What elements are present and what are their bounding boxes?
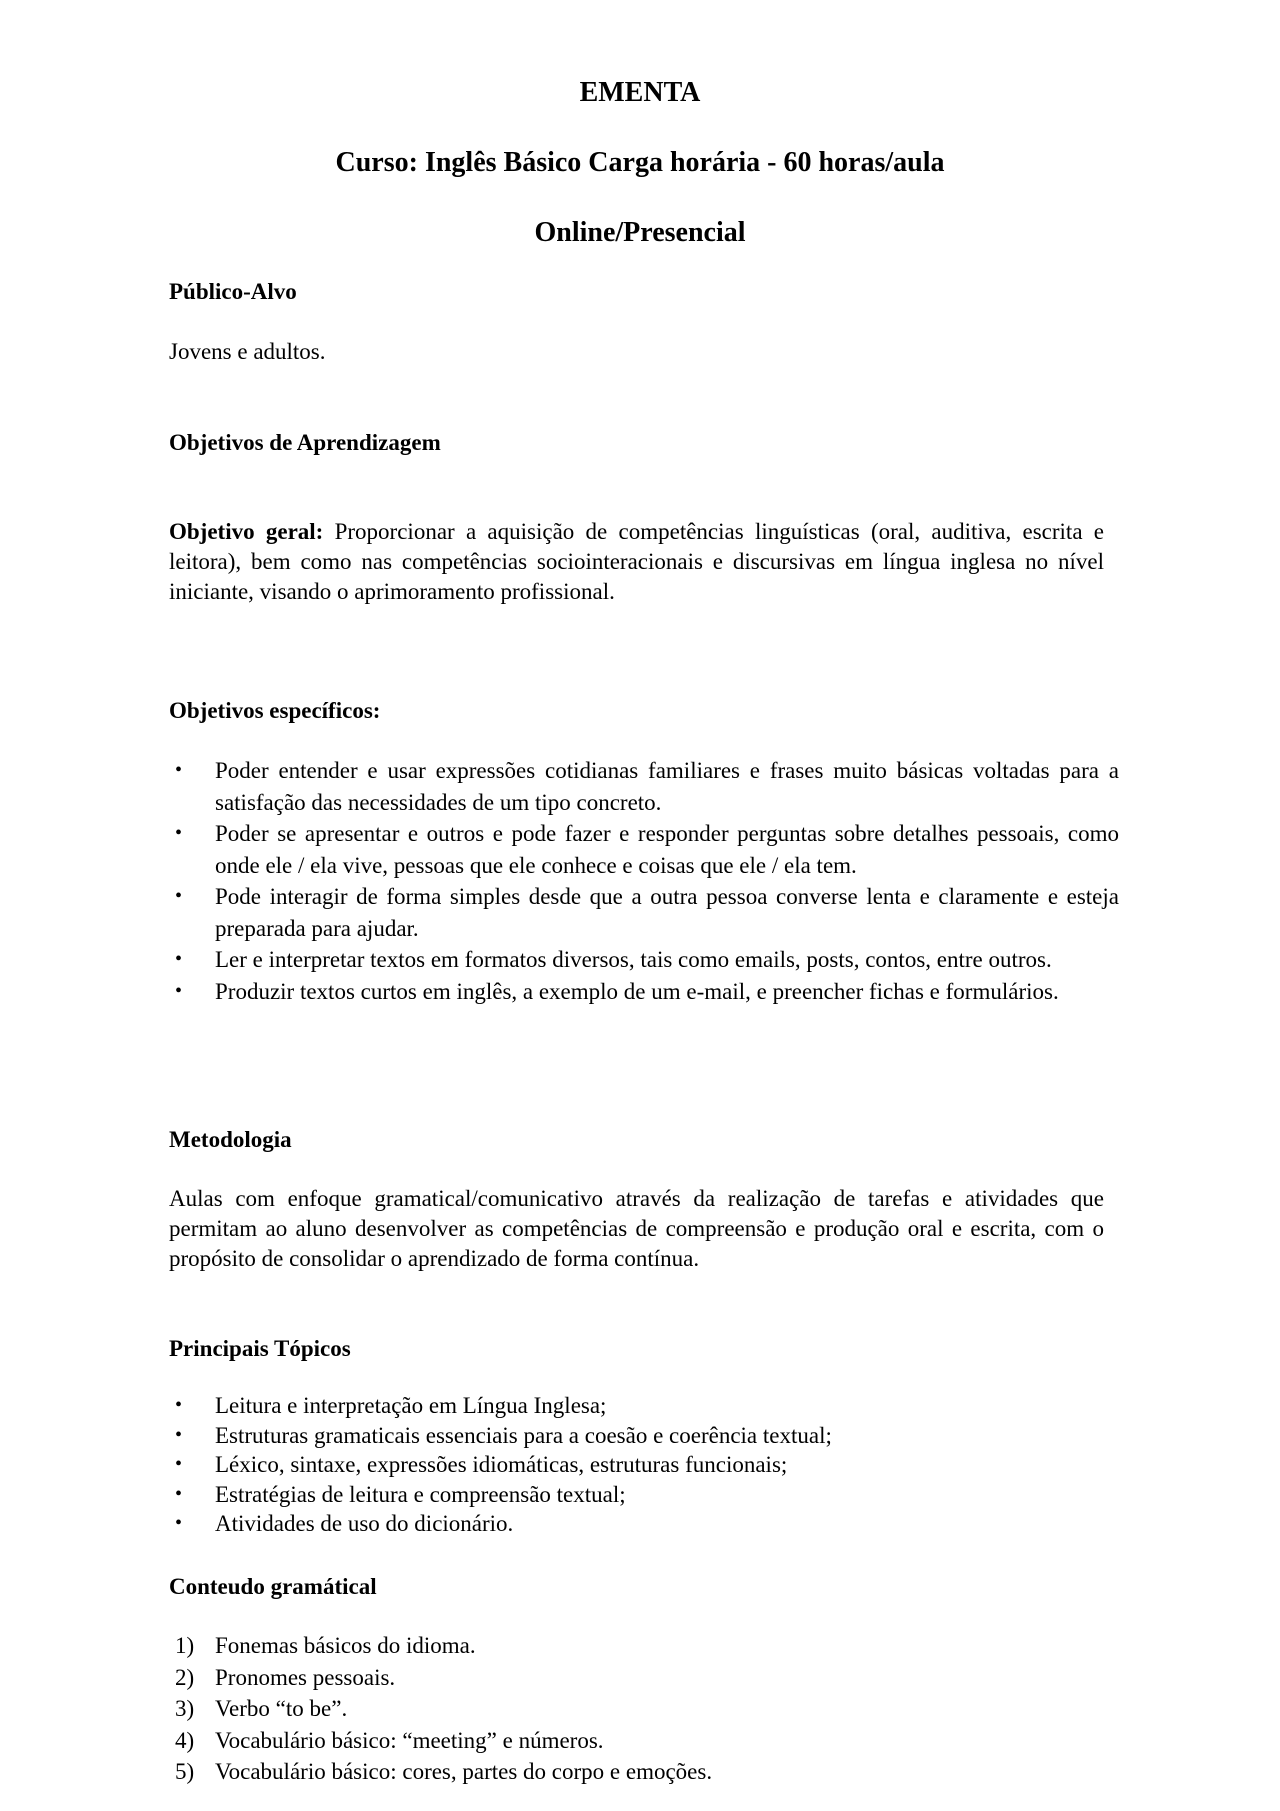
general-objective bbox=[169, 517, 1104, 607]
document-title: EMENTA bbox=[579, 77, 701, 108]
item-number: 2) bbox=[175, 1664, 195, 1690]
course-modality: Online/Presencial bbox=[534, 217, 746, 248]
bullet-icon: • bbox=[175, 1453, 183, 1475]
list-item: • Estruturas gramaticais essenciais para a coesão e coerência textual; bbox=[169, 1421, 1119, 1451]
list-item: • Ler e interpretar textos em formatos diversos, tais como emails, posts, contos, entre outros. bbox=[169, 944, 1119, 976]
general-objective-text: Proporcionar a aquisição de competências linguísticas (oral, auditiva, escrita e leitora), bem como nas competências sociointeracionais e discursivas em língua inglesa no nível iniciante, visando o aprimoramento profissional. bbox=[169, 519, 1104, 604]
bullet-icon: • bbox=[175, 1482, 183, 1505]
course-line: Curso: Inglês Básico Carga horária - 60 horas/aula bbox=[335, 147, 945, 178]
bullet-icon: • bbox=[175, 1423, 183, 1446]
item-number: 4) bbox=[175, 1727, 195, 1753]
specific-objectives-heading: Objetivos específicos: bbox=[169, 698, 381, 723]
list-item: • Atividades de uso do dicionário. bbox=[169, 1509, 1119, 1539]
bullet-icon: • bbox=[175, 822, 183, 844]
list-item: 2) Pronomes pessoais. bbox=[169, 1662, 1119, 1694]
item-number: 5) bbox=[175, 1759, 195, 1784]
list-item: 3) Verbo “to be”. bbox=[169, 1693, 1119, 1725]
topics-list bbox=[169, 1391, 1119, 1539]
bullet-icon: • bbox=[175, 1512, 183, 1534]
item-number: 1) bbox=[175, 1633, 195, 1658]
bullet-icon: • bbox=[175, 948, 183, 970]
objectives-heading: Objetivos de Aprendizagem bbox=[169, 430, 441, 455]
list-item: 5) Vocabulário básico: cores, partes do corpo e emoções. bbox=[169, 1756, 1119, 1788]
audience-heading: Público-Alvo bbox=[169, 279, 297, 304]
specific-objectives-list bbox=[169, 755, 1119, 1007]
bullet-icon: • bbox=[175, 979, 183, 1002]
bullet-icon: • bbox=[175, 885, 183, 907]
list-item: • Léxico, sintaxe, expressões idiomáticas, estruturas funcionais; bbox=[169, 1450, 1119, 1480]
list-item: • Produzir textos curtos em inglês, a exemplo de um e-mail, e preencher fichas e formulários. bbox=[169, 976, 1119, 1008]
list-item: 1) Fonemas básicos do idioma. bbox=[169, 1630, 1119, 1662]
item-number: 3) bbox=[175, 1696, 195, 1721]
bullet-icon: • bbox=[175, 1394, 183, 1416]
topics-heading: Principais Tópicos bbox=[169, 1336, 351, 1361]
list-item: • Estratégias de leitura e compreensão textual; bbox=[169, 1480, 1119, 1510]
audience-text: Jovens e adultos. bbox=[169, 339, 326, 364]
bullet-icon: • bbox=[175, 759, 183, 781]
list-item: • Poder entender e usar expressões cotidianas familiares e frases muito básicas voltadas para a satisfação das necessidades de um tipo concreto. bbox=[169, 755, 1119, 818]
list-item: • Leitura e interpretação em Língua Inglesa; bbox=[169, 1391, 1119, 1421]
list-item: • Pode interagir de forma simples desde que a outra pessoa converse lenta e claramente e esteja preparada para ajudar. bbox=[169, 881, 1119, 944]
grammar-heading: Conteudo gramátical bbox=[169, 1574, 377, 1599]
list-item: • Poder se apresentar e outros e pode fazer e responder perguntas sobre detalhes pessoais, como onde ele / ela vive, pessoas que ele conhece e coisas que ele / ela tem. bbox=[169, 818, 1119, 881]
methodology-heading: Metodologia bbox=[169, 1127, 292, 1152]
list-item: 4) Vocabulário básico: “meeting” e números. bbox=[169, 1725, 1119, 1757]
methodology-text: Aulas com enfoque gramatical/comunicativo através da realização de tarefas e atividades que permitam ao aluno desenvolver as competências de compreensão e produção oral e escrita, com o propósito de consolidar o aprendizado de forma contínua. bbox=[169, 1186, 1104, 1271]
grammar-list bbox=[169, 1630, 1119, 1788]
general-objective-label: Objetivo geral: bbox=[169, 519, 324, 544]
